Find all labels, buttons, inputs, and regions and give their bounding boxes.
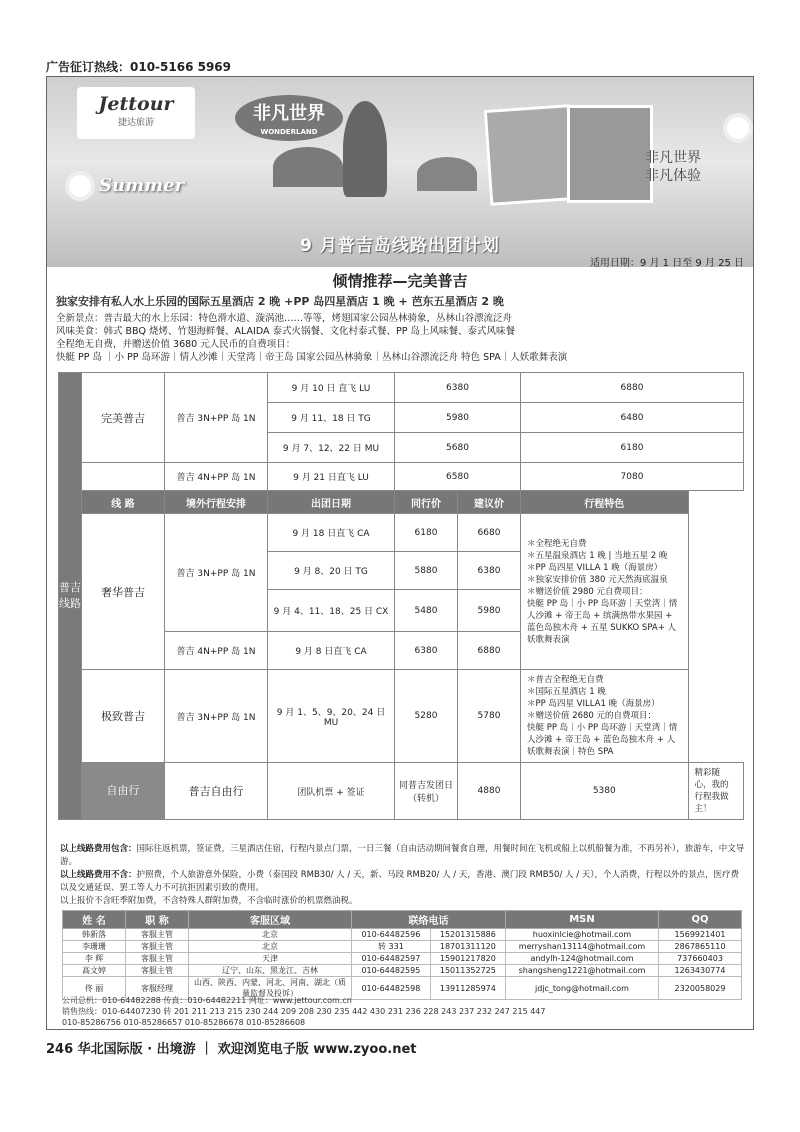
feature-line: ＊赠送价值 2980 元自费项目：: [527, 586, 648, 597]
table-row: [63, 965, 742, 977]
jettour-logo-text: Jettour: [98, 93, 174, 115]
flower-icon: [69, 175, 91, 197]
contact-msn: shangsheng1221@hotmail.com: [506, 965, 659, 977]
table-row: [63, 953, 742, 965]
slogan-line: 非凡世界: [645, 150, 701, 166]
departure-date: 9 月 10 日 直飞 LU: [268, 373, 395, 403]
beach-photo: [484, 104, 576, 206]
feature-line: ＊全程绝无自费: [527, 538, 587, 549]
intro-line: 快艇 PP 岛 ｜小 PP 岛环游｜情人沙滩｜天堂湾｜帝王岛 国家公园丛林骑象｜丛林山谷漂流泛舟 特色 SPA｜人妖歌舞表演: [56, 352, 568, 363]
peer-price: 6380: [395, 632, 458, 670]
intro-line: 风味美食：韩式 BBQ 烧烤、竹翅海鲜餐、ALAIDA 泰式火锅餐、文化村泰式餐、PP 岛上风味餐、泰式风味餐: [56, 326, 516, 337]
peer-price: 5980: [395, 403, 521, 433]
price-notes: [60, 843, 746, 908]
itinerary-table: [58, 372, 744, 820]
wonderland-logo-sub: WONDERLAND: [260, 128, 318, 136]
contact-header: 客服区域: [189, 911, 352, 929]
contact-header: QQ: [659, 911, 742, 929]
jettour-logo-sub: 捷达旅游: [117, 118, 154, 128]
contact-mobile: 15011352725: [430, 965, 505, 977]
peer-price: 6180: [395, 514, 458, 552]
feature-line: ＊五星温泉酒店 1 晚 | 当地五星 2 晚: [527, 550, 668, 561]
contact-name: 高文婷: [63, 965, 126, 977]
peer-price: 5880: [395, 552, 458, 590]
arrangement: 普吉 4N+PP 岛 1N: [165, 632, 268, 670]
notes-text: 护照费，个人旅游意外保险，小费（泰国段 RMB30/ 人 / 天，新、马段 RMB20/ 人 / 天，香港、澳门段 RMB50/ 人 / 天），个人消费，行程以外的景点，医疗费以及交通延误、罢工等人力不可抗拒因素引致的费用。: [60, 870, 740, 893]
header-date: 出团日期: [268, 491, 395, 514]
departure-date: 9 月 1、5、9、20、24 日 MU: [268, 670, 395, 763]
suggested-price: 6180: [521, 433, 744, 463]
contact-msn: jdjc_tong@hotmail.com: [506, 977, 659, 1000]
intro-line: 全程绝无自费，并赠送价值 3680 元人民币的自费项目：: [56, 339, 296, 350]
table-row: [63, 941, 742, 953]
contact-qq: 737660403: [659, 953, 742, 965]
ad-hotline: 广告征订热线：010-5166 5969: [46, 60, 232, 74]
contact-msn: huoxinlcie@hotmail.com: [506, 929, 659, 941]
contact-msn: andylh-124@hotmail.com: [506, 953, 659, 965]
contact-qq: 1569921401: [659, 929, 742, 941]
feature-line: ＊PP 岛四星 VILLA 1 晚（海景房）: [527, 562, 663, 573]
arrangement: 普吉 3N+PP 岛 1N: [165, 514, 268, 632]
suggested-price: 6880: [521, 373, 744, 403]
contact-qq: 2867865110: [659, 941, 742, 953]
departure-date: 9 月 7、12、22 日 MU: [268, 433, 395, 463]
feature-line: ＊国际五星酒店 1 晚: [527, 687, 606, 697]
suggested-price: 7080: [521, 463, 744, 491]
slogan-line: 非凡体验: [645, 168, 701, 184]
footer-line: 公司总机：010-64482288 传真：010-64482211 网址：www.jettour.com.cn: [62, 996, 352, 1005]
peer-price: 5680: [395, 433, 521, 463]
route-features: [521, 514, 689, 670]
arrangement: 普吉 3N+PP 岛 1N: [165, 670, 268, 763]
peer-price: 4880: [458, 763, 521, 820]
banner: [47, 77, 753, 267]
contact-name: 李 辉: [63, 953, 126, 965]
feature-line: 快艇 PP 岛｜小 PP 岛环游｜天堂湾｜情人沙滩 + 帝王岛 + 蓝色岛独木舟 + 人妖歌舞表演｜特色 SPA: [527, 723, 678, 757]
contact-header: MSN: [506, 911, 659, 929]
company-contact: [62, 995, 545, 1028]
header-arrangement: 境外行程安排: [165, 491, 268, 514]
departure-date: 9 月 18 日直飞 CA: [268, 514, 395, 552]
notes-label: 以上线路费用不含：: [60, 870, 137, 880]
contact-mobile: 18701311120: [430, 941, 505, 953]
departure-date: 9 月 21 日直飞 LU: [268, 463, 395, 491]
peer-price: 6380: [395, 373, 521, 403]
suggested-price: 5980: [458, 590, 521, 632]
contact-title: 客服主管: [126, 965, 189, 977]
wonderland-logo-text: 非凡世界: [253, 103, 325, 124]
contact-name: 佟 丽: [63, 977, 126, 1000]
notes-extra: 以上报价不含旺季附加费，不含特殊人群附加费，不含临时涨价的机票燃油税。: [60, 896, 358, 906]
peer-price: 5280: [395, 670, 458, 763]
contact-mobile: 15201315886: [430, 929, 505, 941]
contact-region: 北京: [189, 929, 352, 941]
contact-tel: 010-64482596: [352, 929, 431, 941]
feature-line: ＊独家安排价值 380 元天然海底温泉: [527, 574, 668, 585]
contact-region: 辽宁、山东、黑龙江、吉林: [189, 965, 352, 977]
contact-tel: 010-64482598: [352, 977, 431, 1000]
header-suggested-price: 建议价: [458, 491, 521, 514]
contact-mobile: 15901217820: [430, 953, 505, 965]
flower-icon: [727, 117, 749, 139]
departure-date: 9 月 4、11、18、25 日 CX: [268, 590, 395, 632]
spa-photo: [567, 105, 653, 203]
contact-title: 客服主管: [126, 941, 189, 953]
contact-header: 职 称: [126, 911, 189, 929]
feature-line: ＊PP 岛四星 VILLA1 晚（海景房）: [527, 699, 660, 709]
contact-name: 李珊珊: [63, 941, 126, 953]
notes-label: 以上线路费用包含：: [60, 844, 137, 854]
contact-table: [62, 910, 742, 1000]
suggested-price: 6380: [458, 552, 521, 590]
departure-date: 9 月 8、20 日 TG: [268, 552, 395, 590]
contact-title: 客服主管: [126, 929, 189, 941]
route-features: [521, 670, 689, 763]
header-route: 线 路: [82, 491, 165, 514]
summer-label: Summer: [99, 175, 185, 196]
wonderland-logo: [235, 95, 343, 141]
peer-price: 6580: [395, 463, 521, 491]
suggested-price: 6880: [458, 632, 521, 670]
contact-mobile: 13911285974: [430, 977, 505, 1000]
route-features: 精彩随心，我的行程我做主！: [688, 763, 743, 820]
suggested-price: 6680: [458, 514, 521, 552]
route-name: 普吉自由行: [165, 763, 268, 820]
intro-line: 全新景点：普吉最大的水上乐园：特色滑水道、漩涡池……等等，烤翅国家公园丛林骑象，丛林山谷漂流泛舟: [56, 313, 513, 324]
peer-price: 5480: [395, 590, 458, 632]
route-name: 奢华普吉: [82, 514, 165, 670]
notes-text: 国际往返机票，签证费，三星酒店住宿，行程内景点门票，一日三餐（自由活动期间餐食自理，用餐时间在飞机或船上以机船餐为准，不再另补），旅游车，中文导游。: [60, 844, 745, 867]
arrangement: 普吉 3N+PP 岛 1N: [165, 373, 268, 463]
departure-date: 9 月 8 日直飞 CA: [268, 632, 395, 670]
contact-tel: 转 331: [352, 941, 431, 953]
contact-title: 客服主管: [126, 953, 189, 965]
contact-region: 北京: [189, 941, 352, 953]
contact-name: 韩新落: [63, 929, 126, 941]
page-footer: 246 华北国际版 · 出境游 ｜ 欢迎浏览电子版 www.zyoo.net: [46, 1042, 417, 1057]
route-name: 完美普吉: [82, 373, 165, 463]
departure-date: 同普吉发团日（转机）: [395, 763, 458, 820]
contact-qq: 1263430774: [659, 965, 742, 977]
side-label-free: 自由行: [82, 763, 165, 820]
notes-excluded: [60, 869, 746, 895]
departure-date: 9 月 11、18 日 TG: [268, 403, 395, 433]
date-range: 适用日期：9 月 1 日至 9 月 25 日: [589, 258, 744, 269]
header-features: 行程特色: [521, 491, 689, 514]
arrangement: 普吉 4N+PP 岛 1N: [165, 463, 268, 491]
side-label-group: 普吉线路: [59, 373, 82, 820]
footer-line: 010-85286756 010-85286657 010-85286678 010-85286608: [62, 1018, 306, 1027]
suggested-price: 5380: [521, 763, 689, 820]
slogan: [645, 149, 701, 185]
route-name: 极致普吉: [82, 670, 165, 763]
intro-section: [56, 270, 744, 364]
contact-tel: 010-64482597: [352, 953, 431, 965]
suggested-price: 6480: [521, 403, 744, 433]
rock-island-image: [343, 101, 387, 197]
notes-included: [60, 843, 746, 869]
contact-title: 客服经理: [126, 977, 189, 1000]
headline: 倾情推荐—完美普吉: [332, 272, 468, 290]
island-image: [273, 147, 343, 187]
suggested-price: 5780: [458, 670, 521, 763]
exclusive-offer: 独家安排有私人水上乐园的国际五星酒店 2 晚 +PP 岛四星酒店 1 晚 + 芭东五星酒店 2 晚: [56, 295, 504, 308]
island-image: [417, 157, 477, 191]
contact-header: 联络电话: [352, 911, 506, 929]
feature-line: ＊普吉全程绝无自费: [527, 675, 604, 685]
banner-title: 9 月普吉岛线路出团计划: [300, 236, 500, 256]
contact-qq: 2320058029: [659, 977, 742, 1000]
arrangement: 团队机票 + 签证: [268, 763, 395, 820]
contact-msn: merryshan13114@hotmail.com: [506, 941, 659, 953]
feature-line: ＊赠送价值 2680 元的自费项目：: [527, 711, 657, 721]
contact-region: 天津: [189, 953, 352, 965]
jettour-logo: [77, 87, 195, 139]
table-row: [63, 929, 742, 941]
header-peer-price: 同行价: [395, 491, 458, 514]
contact-region: 山西、陕西、内蒙、河北、河南、湖北（质量监督及投诉）: [189, 977, 352, 1000]
contact-header: 姓 名: [63, 911, 126, 929]
footer-line: 销售热线：010-64407230 转 201 211 213 215 230 244 209 208 230 235 442 430 231 236 228 243 237 232 247 215 447: [62, 1007, 546, 1016]
route-name-cont: [82, 463, 165, 491]
contact-tel: 010-64482595: [352, 965, 431, 977]
feature-line: 快艇 PP 岛｜小 PP 岛环游｜天堂湾｜情人沙滩 + 帝王岛 + 缤满热带水果园 + 蓝色岛独木舟 + 五星 SUKKO SPA+ 人妖歌舞表演: [527, 598, 678, 645]
